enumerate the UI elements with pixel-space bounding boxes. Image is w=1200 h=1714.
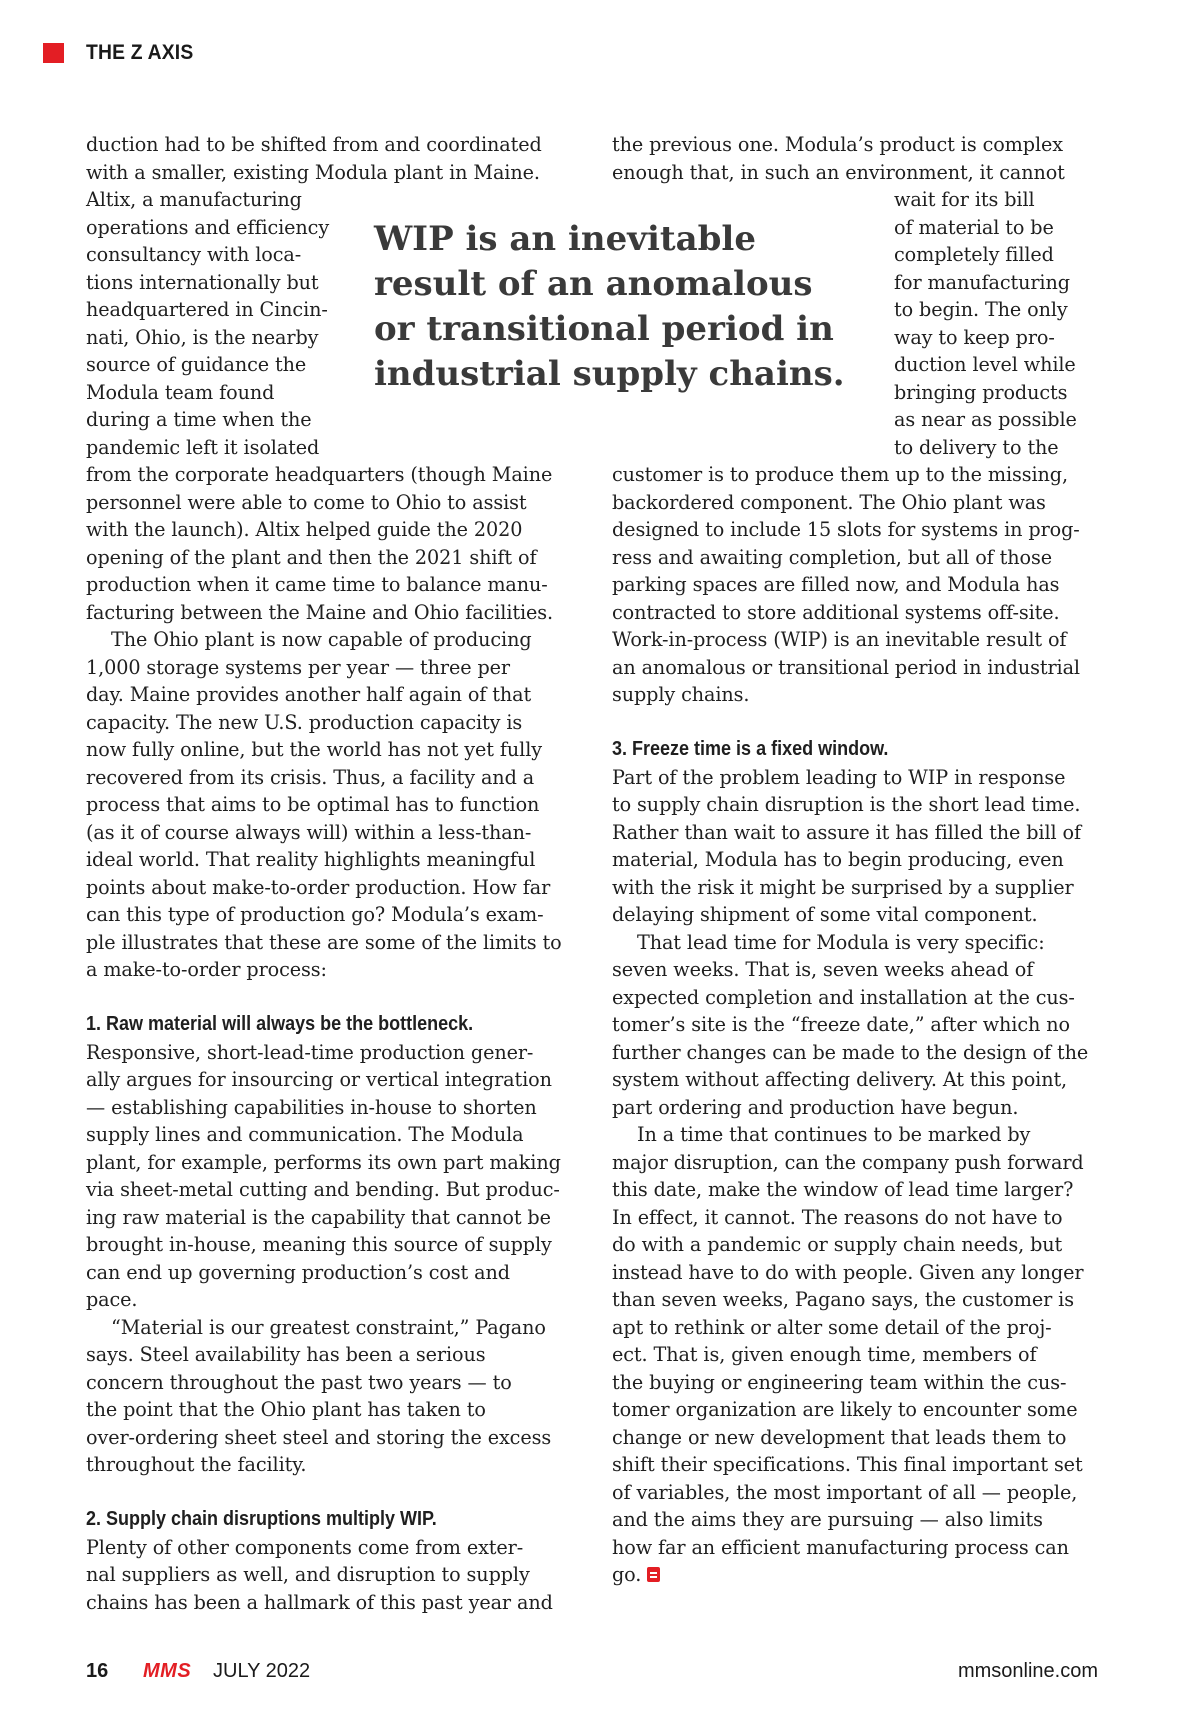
- text-line: expected completion and installation at the cus-: [612, 985, 1075, 1009]
- text-line: than seven weeks, Pagano says, the customer is: [612, 1288, 1074, 1311]
- text-line: system without affecting delivery. At this point,: [612, 1068, 1068, 1091]
- text-line: shift their specifications. This final important set: [612, 1453, 1083, 1476]
- text-line: capacity. The new U.S. production capacity is: [86, 710, 523, 734]
- text-line: Modula team found: [86, 380, 275, 404]
- text-line: of variables, the most important of all — people,: [612, 1480, 1078, 1504]
- text-line: tomer organization are likely to encounter some: [612, 1398, 1078, 1421]
- text-line: from the corporate headquarters (though Maine: [86, 463, 553, 486]
- pull-quote-line: WIP is an inevitable: [374, 219, 756, 259]
- text-line: duction level while: [894, 353, 1076, 376]
- text-line: wait for its bill: [894, 188, 1035, 211]
- text-line: of material to be: [894, 215, 1054, 239]
- text-line: can end up governing production’s cost and: [86, 1260, 510, 1284]
- section-heading-1: 1. Raw material will always be the bottleneck.: [86, 1013, 474, 1035]
- text-line: instead have to do with people. Given any longer: [612, 1260, 1084, 1284]
- text-line: change or new development that leads them to: [612, 1425, 1067, 1449]
- section-title: THE Z AXIS: [86, 41, 194, 64]
- text-line: The Ohio plant is now capable of producing: [111, 628, 532, 651]
- text-line: Part of the problem leading to WIP in response: [612, 765, 1066, 789]
- text-line: nal suppliers as well, and disruption to supply: [86, 1563, 530, 1586]
- text-line: completely filled: [894, 243, 1054, 266]
- pull-quote-line: or transitional period in: [374, 309, 834, 349]
- text-line: nati, Ohio, is the nearby: [86, 325, 319, 349]
- text-line: process that aims to be optimal has to function: [86, 793, 540, 816]
- text-line: during a time when the: [86, 408, 312, 431]
- text-line: customer is to produce them up to the missing,: [612, 463, 1068, 486]
- text-line: as near as possible: [894, 408, 1077, 431]
- text-line: supply chains.: [612, 683, 750, 706]
- section-heading-2: 2. Supply chain disruptions multiply WIP.: [86, 1508, 437, 1530]
- text-line: pace.: [86, 1288, 138, 1311]
- pull-quote-line: result of an anomalous: [374, 264, 813, 304]
- text-line: this date, make the window of lead time larger?: [612, 1178, 1074, 1201]
- text-line: go.: [612, 1563, 642, 1586]
- text-line: for manufacturing: [894, 270, 1070, 294]
- text-line: operations and efficiency: [86, 215, 330, 239]
- website-url: mmsonline.com: [957, 1660, 1098, 1682]
- text-line: can this type of production go? Modula’s exam-: [86, 903, 544, 926]
- end-of-article-icon: [647, 1567, 660, 1582]
- text-line: apt to rethink or alter some detail of the proj-: [612, 1315, 1052, 1339]
- text-line: material, Modula has to begin producing, even: [612, 848, 1064, 871]
- text-line: chains has been a hallmark of this past year and: [86, 1590, 553, 1614]
- text-line: throughout the facility.: [86, 1453, 307, 1476]
- text-line: ple illustrates that these are some of the limits to: [86, 930, 562, 954]
- text-line: bringing products: [894, 380, 1068, 404]
- pull-quote-line: industrial supply chains.: [374, 354, 845, 394]
- text-line: says. Steel availability has been a serious: [86, 1343, 486, 1366]
- text-line: Work-in-process (WIP) is an inevitable result of: [612, 628, 1067, 651]
- text-line: 1,000 storage systems per year — three per: [86, 655, 510, 679]
- text-line: a make-to-order process:: [86, 958, 327, 981]
- text-line: designed to include 15 slots for systems in prog-: [612, 518, 1080, 541]
- text-line: (as it of course always will) within a less-than-: [86, 820, 532, 844]
- text-line: day. Maine provides another half again of that: [86, 683, 532, 706]
- text-line: an anomalous or transitional period in industrial: [612, 655, 1080, 679]
- text-line: enough that, in such an environment, it cannot: [612, 160, 1065, 184]
- right-column: [612, 131, 1092, 1589]
- text-line: Rather than wait to assure it has filled the bill of: [612, 820, 1081, 844]
- text-line: tions internationally but: [86, 270, 319, 294]
- text-line: with the risk it might be surprised by a supplier: [612, 875, 1074, 899]
- text-line: major disruption, can the company push forward: [612, 1150, 1084, 1174]
- text-line: ing raw material is the capability that cannot be: [86, 1205, 551, 1229]
- text-line: That lead time for Modula is very specific:: [637, 930, 1045, 954]
- text-line: to begin. The only: [894, 298, 1068, 321]
- text-line: “Material is our greatest constraint,” Pagano: [111, 1315, 546, 1339]
- text-line: the point that the Ohio plant has taken to: [86, 1398, 486, 1421]
- text-line: contracted to store additional systems off-site.: [612, 600, 1060, 624]
- text-line: pandemic left it isolated: [86, 435, 320, 459]
- text-line: concern throughout the past two years — to: [86, 1370, 512, 1394]
- text-line: and the aims they are pursuing — also limits: [612, 1508, 1043, 1531]
- text-line: via sheet-metal cutting and bending. But produc-: [86, 1178, 560, 1201]
- text-line: ally argues for insourcing or vertical integration: [86, 1068, 552, 1091]
- text-line: — establishing capabilities in-house to shorten: [86, 1095, 537, 1119]
- text-line: ideal world. That reality highlights meaningful: [86, 848, 536, 871]
- text-line: over-ordering sheet steel and storing the excess: [86, 1425, 552, 1449]
- magazine-brand: MMS: [143, 1660, 192, 1682]
- text-line: how far an efficient manufacturing process can: [612, 1535, 1069, 1559]
- issue-date: JULY 2022: [213, 1660, 311, 1682]
- page-number: 16: [86, 1660, 109, 1682]
- text-line: to supply chain disruption is the short lead time.: [612, 793, 1081, 816]
- text-line: with a smaller, existing Modula plant in Maine.: [86, 160, 540, 184]
- text-line: Responsive, short-lead-time production gener-: [86, 1040, 534, 1064]
- text-line: the buying or engineering team within the cus-: [612, 1370, 1067, 1394]
- text-line: with the launch). Altix helped guide the 2020: [86, 518, 523, 541]
- text-line: do with a pandemic or supply chain needs, but: [612, 1233, 1063, 1256]
- text-line: seven weeks. That is, seven weeks ahead of: [612, 958, 1034, 981]
- text-line: facturing between the Maine and Ohio facilities.: [86, 600, 553, 624]
- text-line: personnel were able to come to Ohio to assist: [86, 490, 527, 514]
- text-line: part ordering and production have begun.: [612, 1095, 1019, 1119]
- text-line: consultancy with loca-: [86, 243, 302, 266]
- text-line: source of guidance the: [86, 353, 307, 376]
- text-line: production when it came time to balance manu-: [86, 573, 548, 596]
- text-line: backordered component. The Ohio plant was: [612, 490, 1046, 514]
- text-line: ress and awaiting completion, but all of those: [612, 545, 1052, 569]
- text-line: the previous one. Modula’s product is complex: [612, 133, 1063, 156]
- text-line: ect. That is, given enough time, members of: [612, 1343, 1037, 1366]
- text-line: recovered from its crisis. Thus, a facility and a: [86, 765, 535, 789]
- section-heading-3: 3. Freeze time is a fixed window.: [612, 738, 889, 760]
- text-line: headquartered in Cincin-: [86, 298, 328, 321]
- text-line: Plenty of other components come from exter-: [86, 1535, 524, 1559]
- text-line: tomer’s site is the “freeze date,” after which no: [612, 1013, 1070, 1036]
- text-line: plant, for example, performs its own part making: [86, 1150, 561, 1174]
- text-line: delaying shipment of some vital component.: [612, 903, 1038, 926]
- text-line: supply lines and communication. The Modula: [86, 1123, 524, 1146]
- text-line: brought in-house, meaning this source of supply: [86, 1233, 552, 1256]
- last-text-line: [612, 1561, 1092, 1589]
- text-line: In effect, it cannot. The reasons do not have to: [612, 1205, 1063, 1229]
- text-line: way to keep pro-: [894, 325, 1055, 349]
- text-line: now fully online, but the world has not yet fully: [86, 738, 542, 761]
- text-line: further changes can be made to the design of the: [612, 1040, 1089, 1064]
- section-marker-icon: [43, 43, 64, 63]
- text-line: parking spaces are filled now, and Modula has: [612, 573, 1060, 596]
- text-line: Altix, a manufacturing: [86, 188, 302, 211]
- text-line: duction had to be shifted from and coordinated: [86, 133, 542, 156]
- text-line: In a time that continues to be marked by: [637, 1123, 1031, 1146]
- text-line: points about make-to-order production. How far: [86, 875, 551, 899]
- text-line: to delivery to the: [894, 435, 1059, 459]
- text-line: opening of the plant and then the 2021 shift of: [86, 545, 537, 569]
